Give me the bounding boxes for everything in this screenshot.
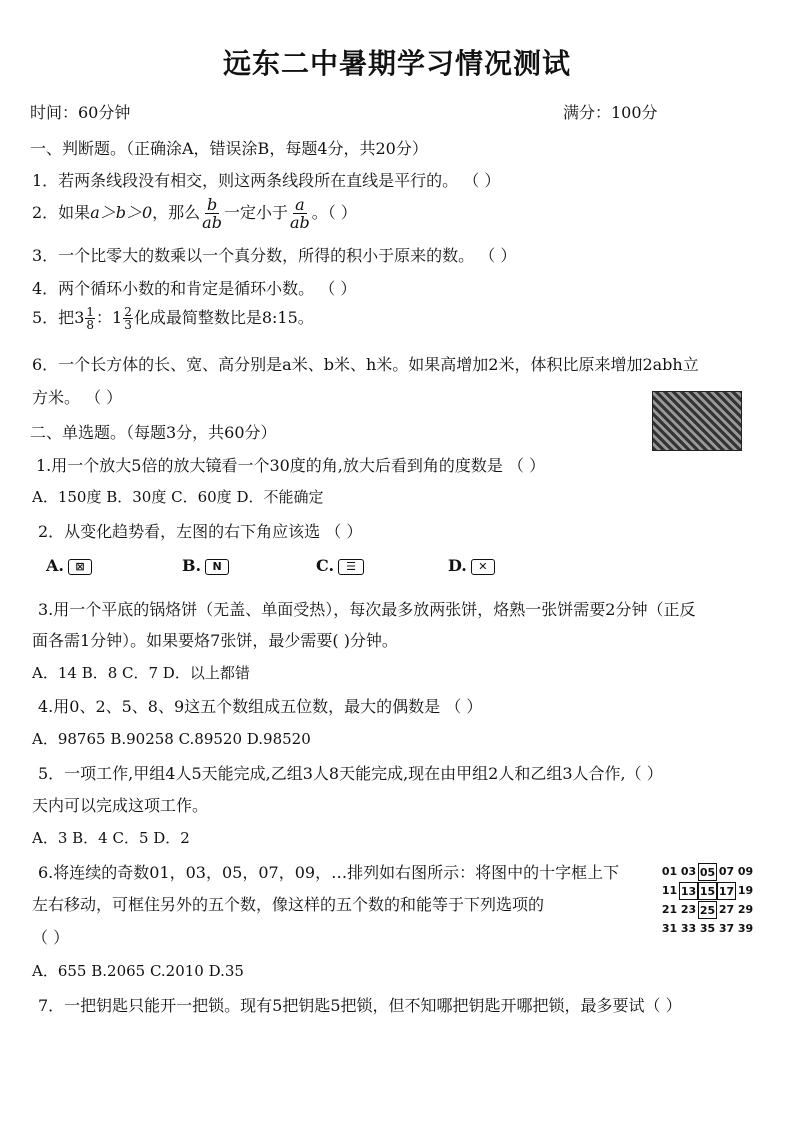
s2-question-6-line1: 6.将连续的奇数01，03，05，07，09，…排列如右图所示：将图中的十字框上下 [38, 863, 620, 882]
page-title: 远东二中暑期学习情况测试 [222, 47, 571, 80]
box-x-icon: ⊠ [68, 559, 92, 575]
grid-cell: 11 [661, 883, 678, 897]
s1-question-6-line2: 方米。 （ ） [32, 388, 123, 407]
grid-cell-framed: 25 [698, 901, 717, 919]
grid-cell: 27 [718, 902, 735, 916]
grid-cell: 23 [680, 902, 697, 916]
s2-question-3-line2: 面各需1分钟）。如果要烙7张饼，最少需要( )分钟。 [32, 631, 398, 650]
grid-cell-framed: 05 [698, 863, 717, 881]
grid-cell: 07 [718, 864, 735, 878]
s2-question-6-options: A．655 B.2065 C.2010 D.35 [32, 962, 244, 980]
fraction-b-over-ab: $\frac{b}{ab}$ [202, 195, 222, 232]
odd-number-grid [660, 862, 755, 938]
s2-question-3-options: A．14 B．8 C．7 D．以上都错 [32, 664, 250, 682]
s2-question-2-option-a: A. ⊠ [46, 556, 92, 575]
grid-cell: 33 [680, 921, 697, 935]
qr-code-image [652, 391, 742, 451]
s1-question-5: 5．把3 $\frac{1}{8}$ ：1 $\frac{2}{3}$ 化成最简整数比是8:15。 [32, 305, 314, 332]
s2-question-3-line1: 3.用一个平底的锅烙饼（无盖、单面受热），每次最多放两张饼，烙熟一张饼需要2分钟（正反 [38, 600, 696, 619]
s2-question-7: 7．一把钥匙只能开一把锁。现有5把钥匙5把锁，但不知哪把钥匙开哪把锁，最多要试（ ） [38, 996, 682, 1015]
grid-cell: 21 [661, 902, 678, 916]
grid-cell: 39 [737, 921, 754, 935]
section2-heading: 二、单选题。（每题3分，共60分） [30, 423, 277, 442]
exam-score: 满分：100分 [563, 103, 658, 122]
grid-cell: 37 [718, 921, 735, 935]
s2-question-5-line2: 天内可以完成这项工作。 [32, 796, 209, 815]
s1-question-6-line1: 6．一个长方体的长、宽、高分别是a米、b米、h米。如果高增加2米，体积比原来增加2abh立 [32, 355, 699, 374]
grid-cell-framed: 13 [679, 882, 698, 900]
s1-question-1: 1．若两条线段没有相交，则这两条线段所在直线是平行的。 （ ） [32, 171, 501, 190]
grid-cell: 29 [737, 902, 754, 916]
s2-question-5-options: A．3 B．4 C．5 D．2 [32, 829, 190, 847]
s2-question-2: 2．从变化趋势看，左图的右下角应该选 （ ） [38, 522, 363, 541]
s2-question-5-line1: 5．一项工作,甲组4人5天能完成,乙组3人8天能完成,现在由甲组2人和乙组3人合作,（ ） [38, 764, 663, 783]
box-x-icon: ✕ [471, 559, 495, 575]
s2-question-6-line2: 左右移动，可框住另外的五个数，像这样的五个数的和能等于下列选项的 [32, 895, 545, 914]
grid-cell: 01 [661, 864, 678, 878]
grid-cell: 35 [699, 921, 716, 935]
s2-question-1: 1.用一个放大5倍的放大镜看一个30度的角,放大后看到角的度数是 （ ） [36, 456, 546, 475]
grid-cell-framed: 15 [698, 882, 717, 900]
s1-question-2: 2．如果a＞b＞0，那么 $\frac{b}{ab}$ 一定小于 $\frac{a}{ab}$ 。（ ） [32, 195, 357, 232]
section1-heading: 一、判断题。（正确涂A，错误涂B，每题4分，共20分） [30, 139, 428, 158]
s2-question-2-option-c: C. ☰ [316, 556, 364, 575]
s1-question-3: 3．一个比零大的数乘以一个真分数，所得的积小于原来的数。 （ ） [32, 246, 517, 265]
grid-cell-framed: 17 [717, 882, 736, 900]
s1-question-4: 4．两个循环小数的和肯定是循环小数。 （ ） [32, 279, 357, 298]
grid-cell: 09 [737, 864, 754, 878]
box-n-icon: N [205, 559, 229, 575]
grid-cell: 19 [737, 883, 754, 897]
s2-question-2-option-b: B. N [182, 556, 229, 575]
exam-time: 时间：60分钟 [30, 103, 131, 122]
s2-question-1-options: A．150度 B．30度 C．60度 D．不能确定 [32, 488, 324, 506]
s2-question-6-line3: （ ） [32, 928, 70, 947]
s2-question-2-option-d: D. ✕ [448, 556, 495, 575]
box-lines-icon: ☰ [338, 559, 364, 575]
s2-question-4-options: A．98765 B.90258 C.89520 D.98520 [32, 730, 311, 748]
fraction-a-over-ab: $\frac{a}{ab}$ [289, 195, 310, 232]
grid-cell: 31 [661, 921, 678, 935]
s2-question-4: 4.用0、2、5、8、9这五个数组成五位数，最大的偶数是 （ ） [38, 697, 483, 716]
grid-cell: 03 [680, 864, 697, 878]
